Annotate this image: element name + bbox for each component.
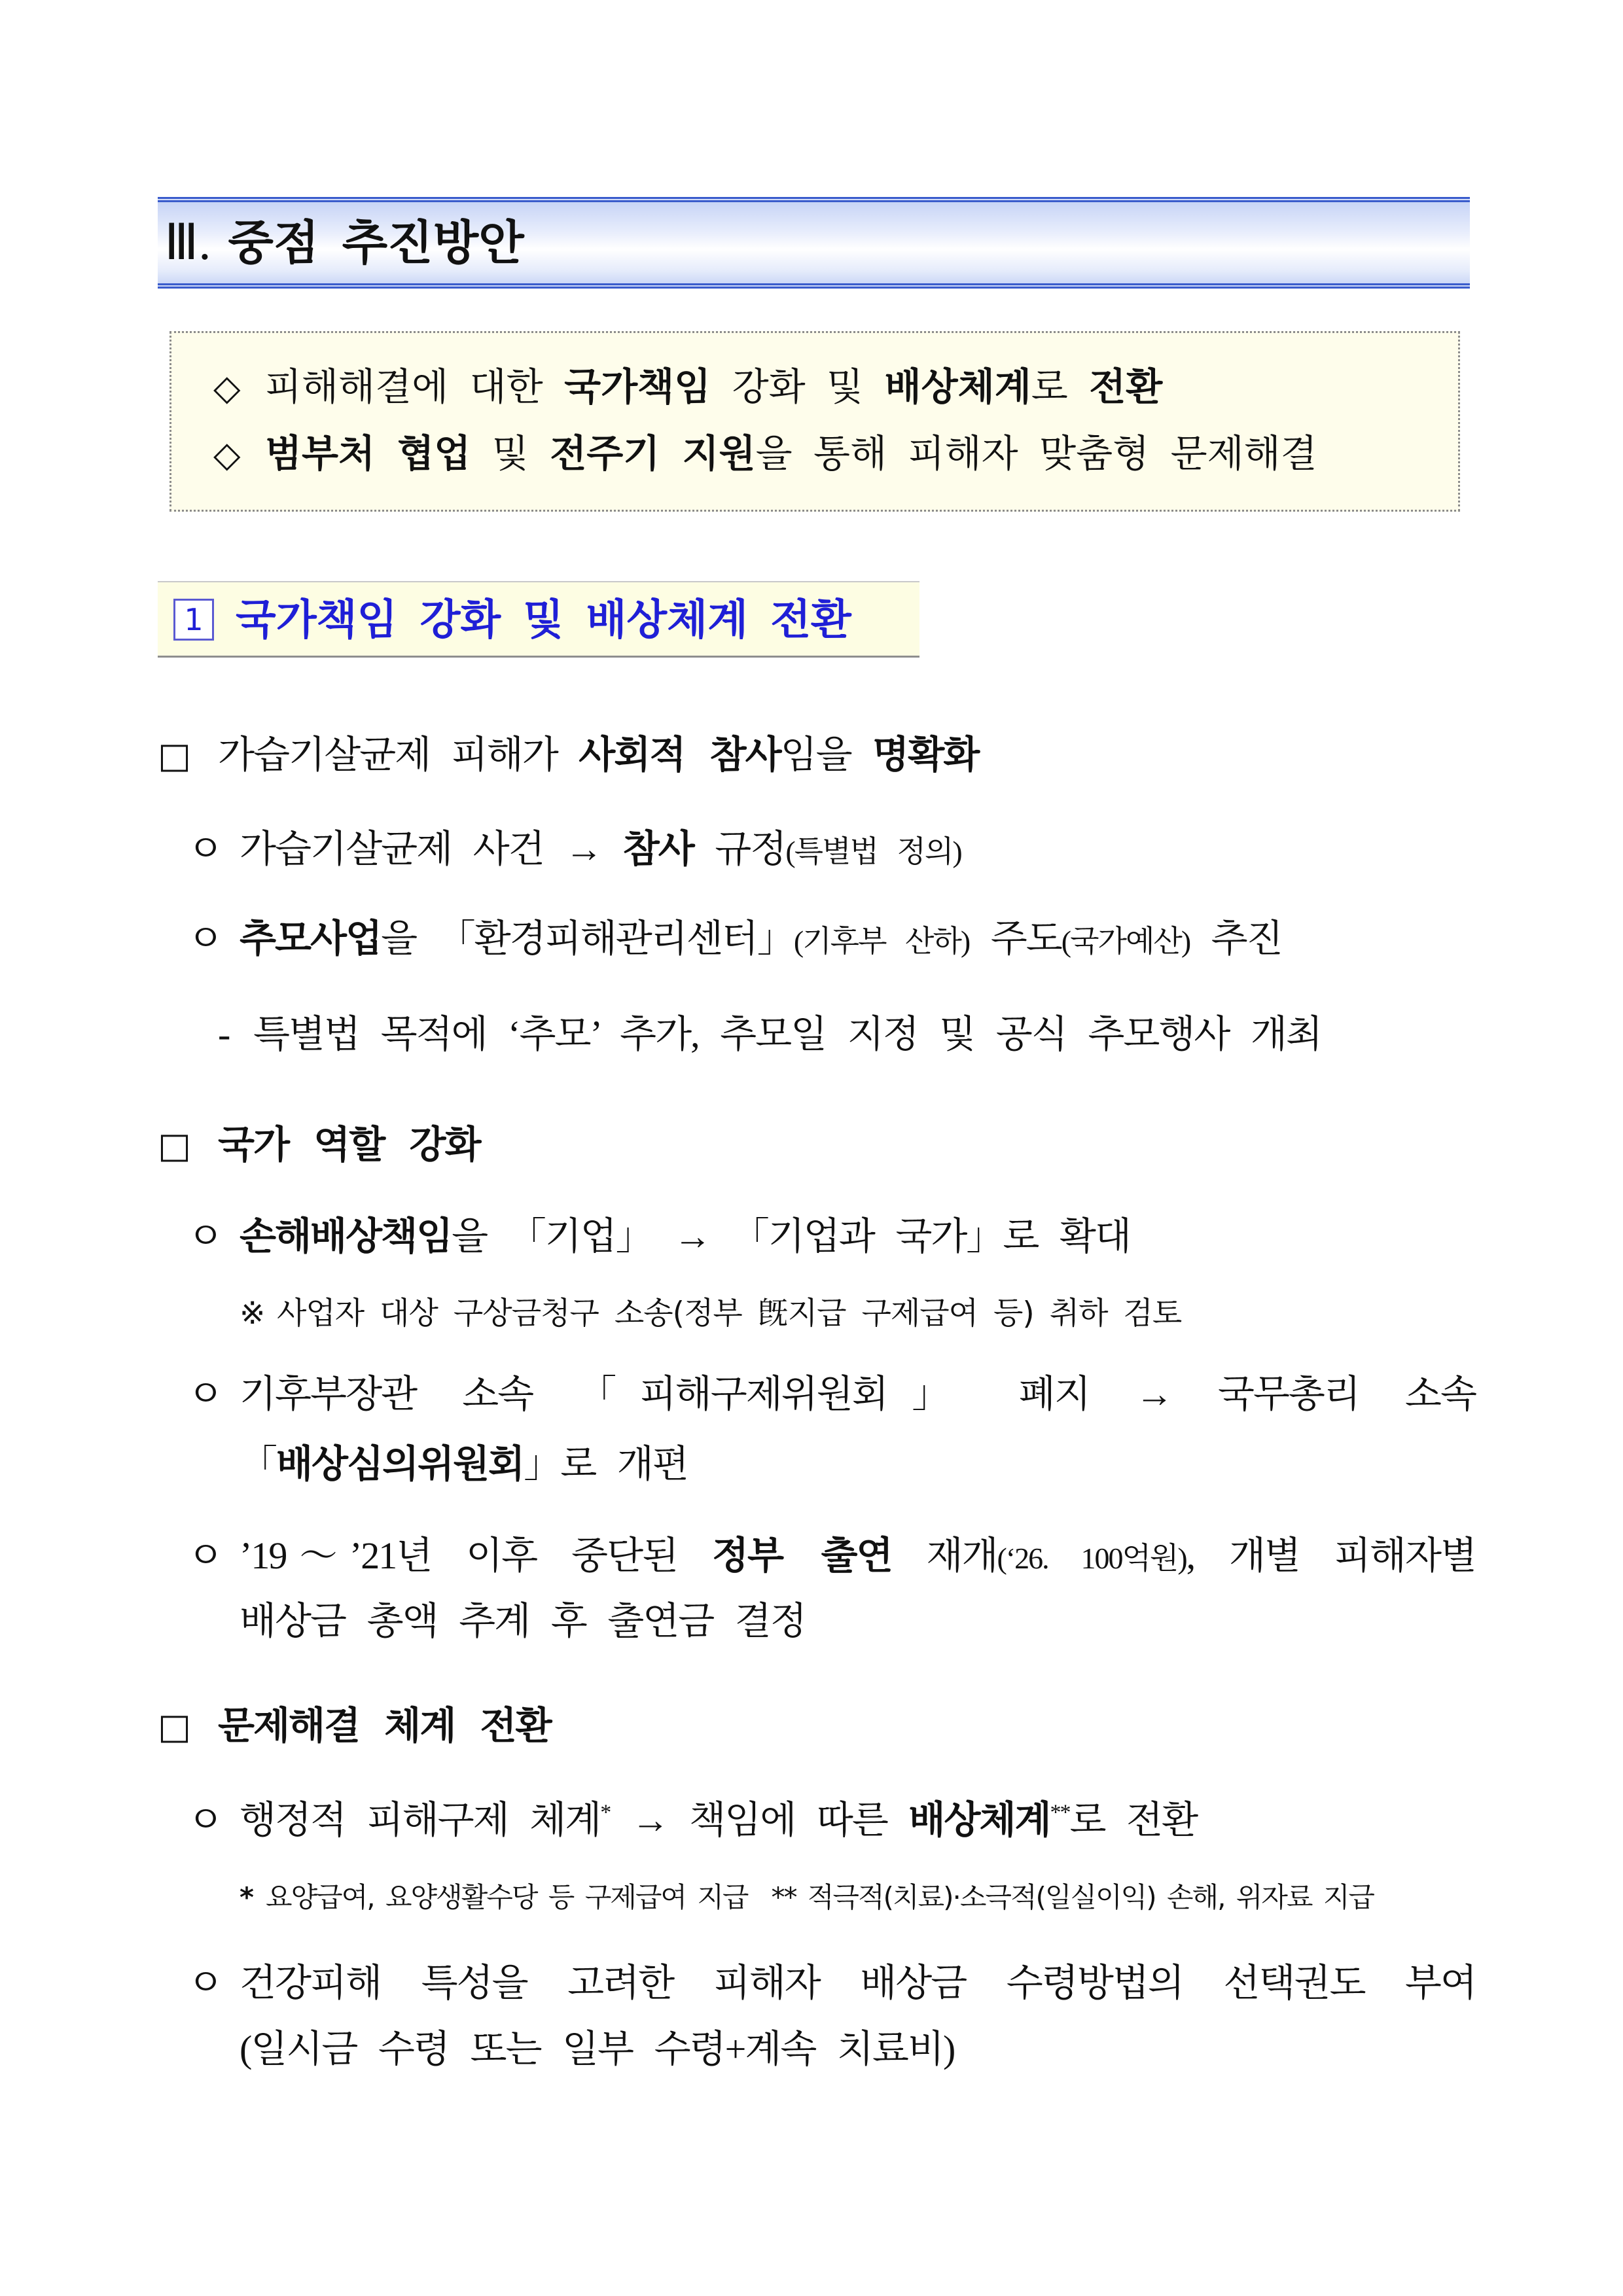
emphasis-text: 배상체계: [908, 1797, 1050, 1842]
text-run: 행정적 피해구제 체계: [240, 1799, 601, 1841]
summary-text: [265, 431, 1317, 476]
text-run: (‘26. 100억원): [997, 1542, 1186, 1575]
text-run: (국가예산): [1061, 925, 1190, 958]
circle-bullet-icon: ㅇ: [187, 1215, 223, 1258]
circle-bullet-icon: ㅇ: [187, 1534, 223, 1577]
item-text: [218, 733, 978, 776]
reference-note: [240, 1294, 1181, 1333]
text-run: ’19～’21년 이후 중단된: [240, 1534, 712, 1577]
emphasis-text: 배상심의위원회: [276, 1441, 524, 1486]
square-bullet-icon: □: [158, 1125, 192, 1166]
emphasis-text: 추모사업: [240, 916, 382, 961]
text-run: 을 「기업」 → 「기업과 국가」로 확대: [452, 1215, 1130, 1258]
item-text: [218, 1704, 551, 1747]
circle-item: [187, 826, 961, 875]
summary-line: [213, 431, 1317, 478]
continuation-line: [240, 1598, 806, 1644]
item-text: [240, 2028, 954, 2070]
subsection-number: 1: [173, 599, 214, 641]
summary-text: [265, 364, 1162, 409]
footnote: [240, 1879, 1374, 1916]
item-text: [240, 917, 1282, 960]
section-numeral: Ⅲ.: [164, 215, 211, 270]
text-run: 가습기살균제 피해가: [218, 733, 579, 776]
emphasis-text: 문제해결 체계 전환: [218, 1703, 551, 1748]
emphasis-text: 범부처 협업: [265, 431, 471, 476]
item-text: [253, 1013, 1321, 1055]
square-bullet-icon: □: [158, 735, 192, 776]
diamond-bullet-icon: ◇: [213, 367, 241, 408]
text-run: → 책임에 따른: [610, 1799, 909, 1841]
text-run: 로: [1031, 364, 1090, 409]
text-run: 건강피해 특성을 고려한 피해자 배상금 수령방법의 선택권도 부여: [240, 1962, 1476, 2004]
emphasis-text: 사회적 참사: [579, 732, 781, 777]
dash-bullet: -: [218, 1013, 230, 1055]
circle-item: [187, 1797, 1197, 1843]
text-run: 특별법 목적에 ‘추모’ 추가, 추모일 지정 및 공식 추모행사 개최: [253, 1013, 1321, 1055]
diamond-bullet-icon: ◇: [213, 434, 241, 475]
circle-bullet-icon: ㅇ: [187, 1962, 223, 2004]
emphasis-text: 명확화: [872, 732, 979, 777]
footnote-text: [266, 1881, 1374, 1913]
item-text: [240, 1443, 688, 1485]
text-run: , 개별 피해자별: [1186, 1534, 1476, 1577]
text-run: 및: [471, 431, 550, 476]
text-run: 「: [240, 1443, 277, 1485]
section-header: [158, 197, 1470, 289]
footnote-marker: *: [240, 1881, 253, 1913]
circle-item: [187, 1213, 1130, 1260]
item-text: [240, 1799, 1197, 1841]
item-text: [240, 1215, 1130, 1258]
emphasis-text: 국가 역할 강화: [218, 1122, 480, 1167]
circle-item: [187, 1532, 1476, 1581]
text-run: 로 전환: [1069, 1799, 1198, 1841]
summary-box: [169, 331, 1460, 512]
emphasis-text: 손해배상책임: [240, 1214, 452, 1258]
text-run: 피해해결에 대한: [265, 364, 565, 409]
section-title: 중점 추진방안: [228, 215, 524, 270]
subsection-title: 국가책임 강화 및 배상체계 전환: [236, 596, 851, 645]
item-text: [240, 1962, 1476, 2004]
text-run: 」로 개편: [524, 1443, 688, 1485]
circle-item: [187, 915, 1282, 964]
text-run: (일시금 수령 또는 일부 수령+계속 치료비): [240, 2028, 955, 2070]
circle-item: [187, 1960, 1476, 2006]
footnote-marker: *: [600, 1800, 611, 1825]
text-run: 기후부장관 소속 「피해구제위원회」 폐지 → 국무총리 소속: [240, 1373, 1476, 1415]
summary-line: [213, 364, 1162, 411]
text-run: (기후부 산하): [793, 925, 970, 958]
dash-item: [218, 1012, 1321, 1057]
circle-bullet-icon: ㅇ: [187, 1799, 223, 1841]
continuation-line: [240, 1441, 688, 1487]
text-run: 주도: [969, 917, 1061, 960]
text-run: ** 적극적(치료)·소극적(일실이익) 손해, 위자료 지급: [771, 1881, 1374, 1913]
text-run: 임을: [780, 733, 873, 776]
square-item: [158, 1122, 480, 1169]
circle-item: [187, 1371, 1476, 1417]
text-run: 사업자 대상 구상금청구 소송(정부 旣지급 구제급여 등) 취하 검토: [277, 1296, 1182, 1332]
text-run: 을 통해 피해자 맞춤형 문제해결: [755, 431, 1317, 476]
continuation-line: [240, 2026, 954, 2072]
item-text: [218, 1123, 480, 1166]
square-bullet-icon: □: [158, 1706, 192, 1747]
text-run: 강화 및: [711, 364, 885, 409]
reference-mark-icon: ※: [240, 1296, 265, 1332]
circle-bullet-icon: ㅇ: [187, 917, 223, 960]
item-text: [240, 1373, 1476, 1415]
emphasis-text: 국가책임: [564, 364, 711, 409]
circle-bullet-icon: ㅇ: [187, 828, 223, 870]
note-text: [277, 1296, 1181, 1332]
square-item: [158, 1703, 551, 1750]
item-text: [240, 828, 961, 870]
text-run: 규정: [693, 828, 786, 870]
emphasis-text: 전주기 지원: [550, 431, 756, 476]
emphasis-text: 참사: [622, 826, 694, 871]
emphasis-text: 배상체계: [884, 364, 1031, 409]
text-run: 가습기살균제 사건 →: [240, 828, 623, 870]
subsection-heading: [158, 581, 919, 658]
text-run: 재개: [891, 1534, 997, 1577]
text-run: 배상금 총액 추계 후 출연금 결정: [240, 1600, 806, 1642]
text-run: 추진: [1190, 917, 1282, 960]
circle-bullet-icon: ㅇ: [187, 1373, 223, 1415]
item-text: [240, 1600, 806, 1642]
footnote-marker: **: [1050, 1800, 1070, 1825]
text-run: 요양급여, 요양생활수당 등 구제급여 지급: [266, 1881, 748, 1913]
text-run: 을 「환경피해관리센터」: [381, 917, 794, 960]
emphasis-text: 전환: [1089, 364, 1163, 409]
square-item: [158, 732, 978, 779]
item-text: [240, 1534, 1476, 1577]
text-run: (특별법 정의): [785, 835, 961, 868]
emphasis-text: 정부 출연: [711, 1533, 892, 1578]
